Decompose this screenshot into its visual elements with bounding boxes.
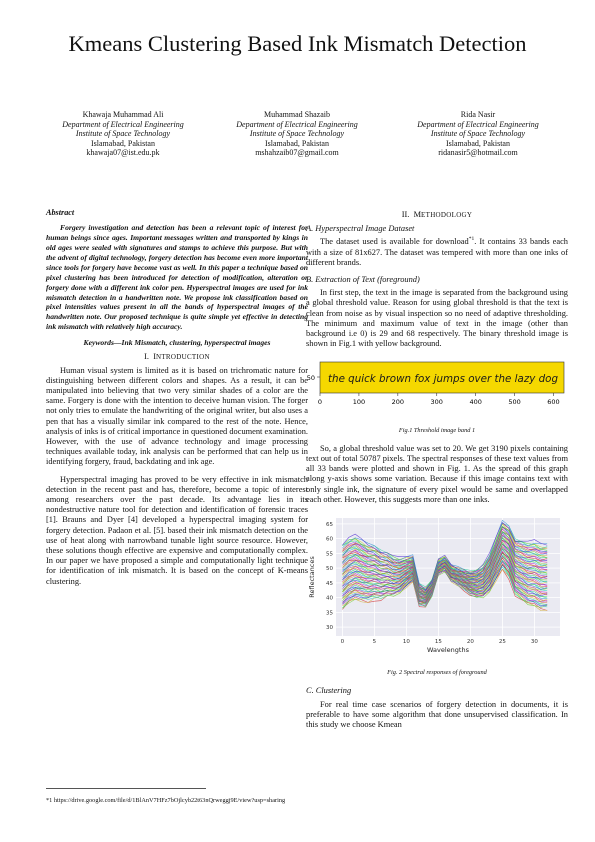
x-tick-label: 10 bbox=[402, 639, 410, 646]
handwriting-text: the quick brown fox jumps over the lazy dog bbox=[328, 372, 559, 386]
x-axis-ticks bbox=[318, 393, 560, 406]
author-block-1 bbox=[38, 110, 208, 158]
author-block-2 bbox=[212, 110, 382, 158]
author-email[interactable]: ridanasir5@hotmail.com bbox=[438, 148, 518, 158]
y-tick-label: 40 bbox=[326, 595, 333, 602]
y-tick-label: 55 bbox=[326, 551, 333, 558]
author-block-3 bbox=[393, 110, 563, 158]
author-inst: Institute of Space Technology bbox=[430, 129, 526, 139]
subsection-b-heading: B. Extraction of Text (foreground) bbox=[306, 275, 420, 285]
y-tick-label: 65 bbox=[326, 521, 333, 528]
y-tick-label: 35 bbox=[326, 610, 333, 617]
subsection-a-heading: A. Hyperspectral Image Dataset bbox=[306, 224, 415, 234]
x-tick-label: 500 bbox=[508, 398, 521, 407]
section-heading-methodology bbox=[306, 210, 568, 220]
author-name: Khawaja Muhammad Ali bbox=[82, 110, 164, 119]
y-tick-label: 50 bbox=[306, 374, 315, 383]
section-rest: ETHODOLOGY bbox=[421, 211, 473, 219]
footnote-marker[interactable]: *1 bbox=[468, 236, 475, 243]
figure-spectral-chart bbox=[306, 514, 568, 662]
author-inst: Institute of Space Technology bbox=[75, 129, 171, 139]
author-inst: Institute of Space Technology bbox=[249, 129, 345, 139]
left-column bbox=[46, 208, 308, 594]
author-city: Islamabad, Pakistan bbox=[265, 138, 329, 148]
x-tick-label: 20 bbox=[466, 639, 474, 646]
author-city: Islamabad, Pakistan bbox=[446, 138, 510, 148]
abstract-text: Forgery investigation and detection has been a relevant topic of interest for human beings since ages. Important messages written and transported by kings in old ages were sealed with signatures and stamps to achieve this purpose. But with the advent of digital technology, forgery detection has become even more important since tools for forgery have become vast as well. In this paper a technique based on pixel clustering has been introduced for detection of modification, alteration or forgery done with a different ink color pen. Hyperspectral images are used for ink mismatch detection in a handwritten note. We propose ink classification based on pixel intensities values present in all the bands of hyperspectral images of the handwritten note. Our proposed technique is quite simple yet effective in detecting ink mismatch with relatively high accuracy. bbox=[46, 223, 308, 332]
footnote-rule bbox=[46, 788, 206, 789]
x-tick-label: 25 bbox=[498, 639, 506, 646]
x-tick-label: 100 bbox=[352, 398, 366, 407]
right-column bbox=[306, 208, 568, 737]
method-paragraph-b: In first step, the text in the image is separated from the background using a global threshold value. Reason for using global threshold is that the text is clean from noise as by visual inspection so no need of adaptive thresholding. The minimum and maximum value of text in the image (other than background i.e 0) is 29 and 68 respectively. The binary threshold image is shown in Fig.1 with yellow background. bbox=[306, 288, 568, 349]
abstract-heading: Abstract bbox=[46, 208, 75, 217]
section-number: II. bbox=[401, 210, 410, 219]
figure-1-caption: Fig.1 Threshold image band 1 bbox=[398, 426, 476, 434]
keywords: Keywords—Ink Mismatch, clustering, hyperspectral images bbox=[83, 338, 271, 348]
paper-title: Kmeans Clustering Based Ink Mismatch Detection bbox=[68, 31, 527, 56]
x-tick-label: 0 bbox=[340, 639, 345, 646]
y-tick-label: 45 bbox=[326, 580, 333, 587]
x-tick-label: 5 bbox=[372, 639, 377, 646]
intro-paragraph-1: Human visual system is limited as it is based on trichromatic nature for distinguishing between different colors and shapes. As a result, it can be manipulated into believing that two very similar shades of a color are the same. Forgery is done with the intention to deceive human vision. The forger not only tries to emulate the handwriting of the original writer, but also uses a pen that has a visually similar ink compared to the rest of the note. Hence, analysis of inks is of critical importance in questioned document examination. However, with the use of advance technology and image processing techniques available today, ink analysis can be performed that can help us in identifying forgery, fraud, backdating and ink age. bbox=[46, 365, 308, 467]
author-name: Muhammad Shazaib bbox=[264, 110, 330, 119]
x-tick-label: 400 bbox=[469, 398, 482, 407]
footnote[interactable]: *1 https://drive.google.com/file/d/1BlAnV7HFz7bOjlcyb22t63nQrweggj9E/view?usp=sharing bbox=[46, 797, 286, 804]
x-tick-label: 0 bbox=[317, 398, 323, 407]
author-dept: Department of Electrical Engineering bbox=[417, 119, 539, 129]
figure-threshold-image bbox=[306, 359, 568, 417]
paragraph-text: . It contains 33 bands each with a size of 81x627. The dataset was tempered with more than one inks of different brands. bbox=[306, 237, 568, 267]
author-email[interactable]: khawaja07@ist.edu.pk bbox=[86, 148, 160, 158]
y-tick-label: 60 bbox=[326, 536, 333, 543]
x-tick-label: 30 bbox=[530, 639, 538, 646]
method-paragraph-c: For real time case scenarios of forgery detection in documents, it is preferable to have some algorithm that done unsupervised classification. In this study we choose Kmean bbox=[306, 699, 568, 730]
section-cap: I bbox=[153, 352, 156, 362]
y-tick-label: 50 bbox=[326, 566, 333, 573]
author-city: Islamabad, Pakistan bbox=[91, 138, 155, 148]
x-tick-label: 600 bbox=[547, 398, 560, 407]
section-rest: NTRODUCTION bbox=[156, 353, 210, 362]
author-email[interactable]: mshahzaib07@gmail.com bbox=[255, 148, 339, 158]
x-tick-label: 200 bbox=[391, 398, 405, 407]
subsection-c-heading: C. Clustering bbox=[306, 686, 352, 696]
figure-2-caption: Fig. 2 Spectral responses of foreground bbox=[387, 669, 487, 677]
y-tick-label: 30 bbox=[326, 625, 333, 632]
y-axis-label: Reflectances bbox=[308, 556, 316, 598]
x-tick-label: 15 bbox=[434, 639, 442, 646]
author-dept: Department of Electrical Engineering bbox=[236, 119, 358, 129]
section-cap: M bbox=[413, 210, 422, 219]
x-tick-label: 300 bbox=[430, 398, 443, 407]
section-heading-introduction bbox=[46, 352, 308, 362]
section-number: I. bbox=[144, 352, 150, 362]
method-paragraph-a bbox=[306, 237, 568, 268]
x-axis-label: Wavelengths bbox=[427, 646, 469, 655]
intro-paragraph-2: Hyperspectral imaging has proved to be very effective in ink mismatch detection in the recent past and has, therefore, become a topic of interest among researchers over the past decade. Its advantage lies in its nondestructive nature tool for detection and identification of forensic traces [1]. Brauns and Dyer [4] developed a hyperspectral imaging system for forgery detection. Padaon et al. [5]. based their ink mismatch detection on the use of heat along with narrowband tunable light source resource. However, these solutions though effective are expensive and computationally complex. In our paper we have proposed a simple and computationally light technique for identification of ink mismatch. It is based on the concept of K-means clustering. bbox=[46, 474, 308, 586]
author-name: Rida Nasir bbox=[460, 110, 496, 119]
author-dept: Department of Electrical Engineering bbox=[62, 119, 184, 129]
method-paragraph-b2: So, a global threshold value was set to 20. We get 3190 pixels containing text out of total 50787 pixels. The spectral responses of these text values from all 33 bands were plotted and shown in Fig. 1. As the spread of this graph along y-axis shows some variation. Because if this image contains text with only single ink, the signature of every pixel would be same and overlapped each other. However, this suggests more than one inks. bbox=[306, 443, 568, 504]
paragraph-text: The dataset used is available for download bbox=[320, 237, 469, 247]
